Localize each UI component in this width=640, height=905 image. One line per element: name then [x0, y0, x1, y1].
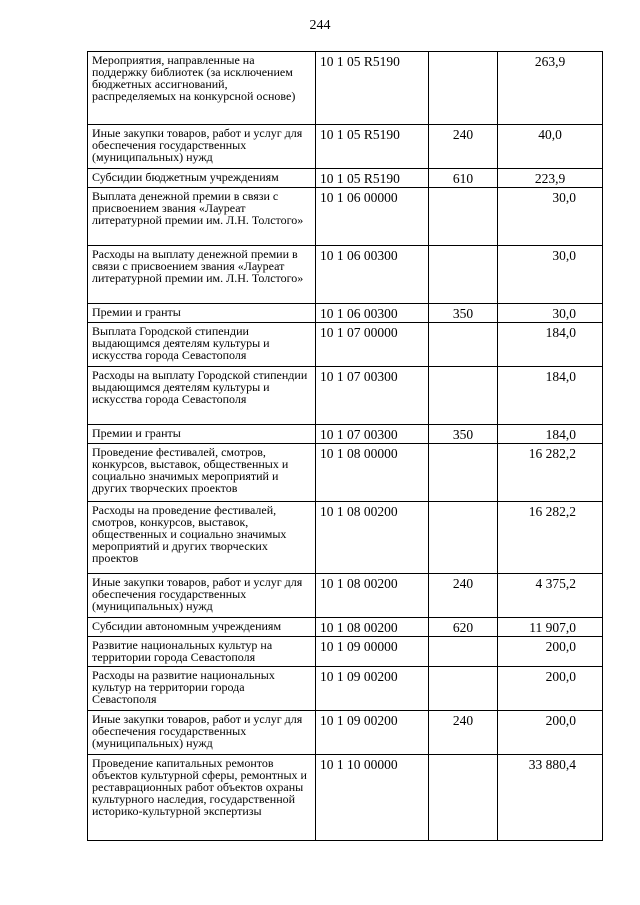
expense-name: Выплата Городской стипендии выдающимся деятелям культуры и искусства города Севастополя	[88, 323, 316, 367]
table-row	[88, 667, 603, 711]
table-row	[88, 425, 603, 444]
table-row	[88, 169, 603, 188]
expense-name: Премии и гранты	[88, 304, 316, 323]
table-row	[88, 444, 603, 502]
amount: 184,0	[498, 425, 603, 444]
expense-name: Иные закупки товаров, работ и услуг для обеспечения государственных (муниципальных) нужд	[88, 574, 316, 618]
budget-table	[87, 51, 603, 841]
target-code: 10 1 06 00300	[316, 246, 429, 304]
expense-name: Проведение капитальных ремонтов объектов культурной сферы, ремонтных и реставрационных работ объектов охраны культурного наследия, государственной историко-культурной экспертизы	[88, 755, 316, 841]
expense-type	[429, 667, 498, 711]
target-code: 10 1 07 00300	[316, 367, 429, 425]
amount: 4 375,2	[498, 574, 603, 618]
amount: 33 880,4	[498, 755, 603, 841]
amount: 200,0	[498, 637, 603, 667]
amount: 30,0	[498, 188, 603, 246]
expense-name: Субсидии автономным учреждениям	[88, 618, 316, 637]
target-code: 10 1 05 R5190	[316, 125, 429, 169]
expense-name: Премии и гранты	[88, 425, 316, 444]
amount: 223,9	[498, 169, 603, 188]
amount: 30,0	[498, 304, 603, 323]
amount: 16 282,2	[498, 502, 603, 574]
table-row	[88, 637, 603, 667]
table-row	[88, 125, 603, 169]
table-row	[88, 574, 603, 618]
target-code: 10 1 06 00000	[316, 188, 429, 246]
expense-type: 350	[429, 425, 498, 444]
table-row	[88, 52, 603, 125]
amount: 40,0	[498, 125, 603, 169]
expense-type	[429, 367, 498, 425]
expense-type: 240	[429, 711, 498, 755]
expense-name: Выплата денежной премии в связи с присвоением звания «Лауреат литературной премии им. Л.Н. Толстого»	[88, 188, 316, 246]
page-number: 244	[309, 18, 331, 33]
amount: 30,0	[498, 246, 603, 304]
expense-name: Развитие национальных культур на территории города Севастополя	[88, 637, 316, 667]
expense-type	[429, 637, 498, 667]
amount: 184,0	[498, 323, 603, 367]
expense-name: Расходы на проведение фестивалей, смотров, конкурсов, выставок, общественных и социально значимых мероприятий и других творческих проектов	[88, 502, 316, 574]
expense-type: 240	[429, 574, 498, 618]
table-row	[88, 755, 603, 841]
expense-name: Расходы на выплату денежной премии в связи с присвоением звания «Лауреат литературной премии им. Л.Н. Толстого»	[88, 246, 316, 304]
target-code: 10 1 08 00000	[316, 444, 429, 502]
amount: 263,9	[498, 52, 603, 125]
amount: 11 907,0	[498, 618, 603, 637]
table-row	[88, 188, 603, 246]
expense-type	[429, 188, 498, 246]
expense-type	[429, 323, 498, 367]
table-row	[88, 502, 603, 574]
expense-name: Расходы на развитие национальных культур на территории города Севастополя	[88, 667, 316, 711]
expense-type	[429, 444, 498, 502]
target-code: 10 1 08 00200	[316, 574, 429, 618]
expense-type	[429, 755, 498, 841]
table-row	[88, 618, 603, 637]
expense-name: Субсидии бюджетным учреждениям	[88, 169, 316, 188]
expense-name: Иные закупки товаров, работ и услуг для обеспечения государственных (муниципальных) нужд	[88, 711, 316, 755]
table-row	[88, 246, 603, 304]
target-code: 10 1 08 00200	[316, 618, 429, 637]
table-row	[88, 323, 603, 367]
target-code: 10 1 09 00000	[316, 637, 429, 667]
expense-name: Расходы на выплату Городской стипендии выдающимся деятелям культуры и искусства города Севастополя	[88, 367, 316, 425]
expense-type	[429, 52, 498, 125]
amount: 184,0	[498, 367, 603, 425]
target-code: 10 1 09 00200	[316, 667, 429, 711]
target-code: 10 1 05 R5190	[316, 52, 429, 125]
target-code: 10 1 06 00300	[316, 304, 429, 323]
expense-type: 610	[429, 169, 498, 188]
expense-type: 620	[429, 618, 498, 637]
target-code: 10 1 07 00300	[316, 425, 429, 444]
amount: 16 282,2	[498, 444, 603, 502]
expense-type	[429, 246, 498, 304]
expense-type: 240	[429, 125, 498, 169]
expense-type: 350	[429, 304, 498, 323]
table-row	[88, 304, 603, 323]
target-code: 10 1 05 R5190	[316, 169, 429, 188]
expense-name: Иные закупки товаров, работ и услуг для обеспечения государственных (муниципальных) нужд	[88, 125, 316, 169]
expense-name: Проведение фестивалей, смотров, конкурсов, выставок, общественных и социально значимых мероприятий и других творческих проектов	[88, 444, 316, 502]
target-code: 10 1 10 00000	[316, 755, 429, 841]
expense-name: Мероприятия, направленные на поддержку библиотек (за исключением бюджетных ассигнований, распределяемых на конкурсной основе)	[88, 52, 316, 125]
table-row	[88, 367, 603, 425]
amount: 200,0	[498, 667, 603, 711]
target-code: 10 1 07 00000	[316, 323, 429, 367]
table-row	[88, 711, 603, 755]
amount: 200,0	[498, 711, 603, 755]
expense-type	[429, 502, 498, 574]
target-code: 10 1 08 00200	[316, 502, 429, 574]
target-code: 10 1 09 00200	[316, 711, 429, 755]
